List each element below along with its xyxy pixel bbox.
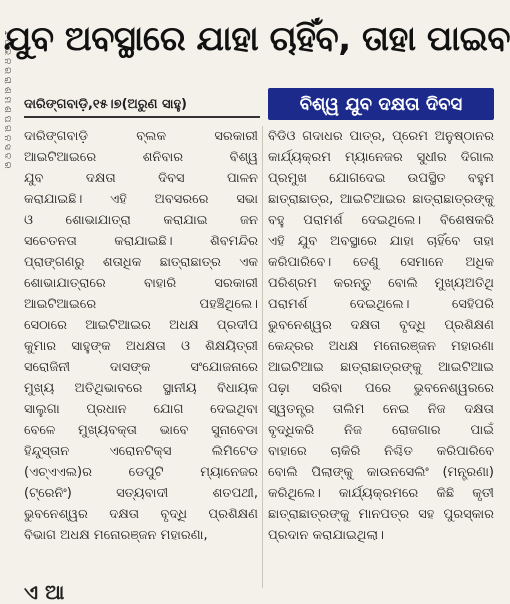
article-line: ପରିଶ୍ରମ କରନ୍ତୁ ବୋଲି ମୁଖ୍ୟଅତିଥି xyxy=(268,276,494,291)
article-column-right xyxy=(268,126,494,588)
article-column-left xyxy=(24,126,258,588)
article-line: କୁମାର ସାହୁଙ୍କ ଅଧକ୍ଷତା ଓ ଶିକ୍ଷୟିତ୍ରୀ xyxy=(24,339,258,354)
next-article-fragment xyxy=(24,580,494,604)
article-line: ଓ ଶୋଭାଯାତ୍ରା କରାଯାଇ ଜନ xyxy=(24,213,258,228)
article-line: କରିଥିଲେ। କାର୍ଯ୍ୟକ୍ରମରେ କିଛି କୃତୀ xyxy=(268,486,494,501)
adjacent-column-edge: 1 ପ ଭ ନ ର ରା ଶ ମ ଶ ପ ଗ ନ ସ ଦ ର xyxy=(2,30,12,169)
article-line: ବୃଦ୍ଧିକରି ନିଜ ରୋଜଗାର ପାଇଁ xyxy=(268,423,494,438)
section-badge: ବିଶ୍ୱ ଯୁବ ଦକ୍ଷତା ଦିବସ xyxy=(268,88,494,120)
article-line: ଦାରିଙ୍ଗବାଡ଼ି ବ୍ଲକ ସରକାରୀ xyxy=(24,129,258,144)
article-line: ଏହି ଯୁବ ଅବସ୍ଥାରେ ଯାହା ଚାହିଁବେ ତାହା xyxy=(268,234,494,249)
article-line: ଯୁବ ଦକ୍ଷତା ଦିବସ ପାଳନ xyxy=(24,171,258,186)
article-line: ବିଡିଓ ଗଦାଧର ପାତ୍ର, ପ୍ରେମ ଅନୁଷ୍ଠାନର xyxy=(268,129,494,144)
dateline: ଦାରିଙ୍ଗବାଡ଼ି,୧୫।୭(ଅରୁଣ ସାହୁ) xyxy=(24,94,260,118)
article-line: ପଢ଼ା ସରିବା ପରେ ଭୁବନେଶ୍ୱରରେ xyxy=(268,381,494,396)
article-line: ମୁଖ୍ୟ ଅତିଥିଭାବରେ ସ୍ଥାନୀୟ ବିଧାୟକ xyxy=(24,381,258,396)
headline: ଯୁବ ଅବସ୍ଥାରେ ଯାହା ଚାହିଁବ, ତାହା ପାଇବ xyxy=(3,19,510,59)
article-line: କେନ୍ଦ୍ରର ଅଧକ୍ଷ ମନୋରଞ୍ଜନ ମହାରଣା xyxy=(268,339,494,354)
article-line: ଶୋଭାଯାତ୍ରାରେ ବାହାରି ସରକାରୀ xyxy=(24,276,258,291)
article-line: ସେଠାରେ ଆଇଟିଆଇର ଅଧକ୍ଷ ପ୍ରଦୀପ xyxy=(24,318,258,333)
article-line: କରାଯାଇଛି। ଏହି ଅବସରରେ ସଭା xyxy=(24,192,258,207)
article-line: ପ୍ରମୁଖ ଯୋଗଦେଇ ଉପସ୍ଥିତ ବହୁମ xyxy=(268,171,494,186)
article-line: (ଏଚ୍ଏଏଲ)ର ଡେପୁଟି ମ୍ୟାନେଜର xyxy=(24,465,258,480)
article-line: କାର୍ଯ୍ୟକ୍ରମ ମ୍ୟାନେଜର ସୁଧୀର ଦିଗାଲ xyxy=(268,150,494,165)
article-line: ଆଇଟିଆଇରେ ପହଞ୍ଚିଥିଲେ। xyxy=(24,297,258,312)
article-line: (ଟ୍ରେନିଂ) ସତ୍ୟବାଦୀ ଶତପଥୀ, xyxy=(24,486,258,501)
article-line: ବୋଲି ପିଲାଙ୍କୁ କାଉନସେଲିଂ (ମନ୍ତ୍ରଣା) xyxy=(268,465,494,480)
article-line: ପରାମର୍ଶ ଦେଇଥିଲେ। ସେହିପରି xyxy=(268,297,494,312)
article-line: ପ୍ରଦାନ କରାଯାଇଥିଲା। xyxy=(268,528,384,543)
article-line: ଭୁବନେଶ୍ୱର ଦକ୍ଷତା ବୃଦ୍ଧି ପ୍ରଶିକ୍ଷଣ xyxy=(24,507,258,522)
article-line: ଛାତ୍ରାଛାତ୍ର, ଆଇଟିଆଇର ଛାତ୍ରାଛାତ୍ରଙ୍କୁ xyxy=(268,192,494,207)
next-article-text: ଏ ଆ xyxy=(24,580,65,604)
article-line: ସରୋଜିନୀ ଦାସଙ୍କ ସଂଯୋଜନାରେ xyxy=(24,360,258,375)
article-line: ଆଇଟିଆଇ ଛାତ୍ରାଛାତ୍ରଙ୍କୁ ଆଇଟିଆଇ xyxy=(268,360,494,375)
article-line: ବିଭାଗ ଅଧକ୍ଷ ମନୋରଞ୍ଜନ ମହାରଣା, xyxy=(24,528,208,543)
article-line: ଛାତ୍ରାଛାତ୍ରଙ୍କୁ ମାନପତ୍ର ସହ ପୁରସ୍କାର xyxy=(268,507,494,522)
article-line: ଆଇଟିଆଇରେ ଶନିବାର ବିଶ୍ୱ xyxy=(24,150,258,165)
article-line: ସ୍ୱତନ୍ତ୍ର ତାଲିମ ନେଇ ନିଜ ଦକ୍ଷତା xyxy=(268,402,494,417)
article-line: ସାଲୁଗା ପ୍ରଧାନ ଯୋଗ ଦେଇଥିବା xyxy=(24,402,258,417)
article-line: ଭୁବନେଶ୍ୱର ଦକ୍ଷତା ବୃଦ୍ଧି ପ୍ରଶିକ୍ଷଣ xyxy=(268,318,494,333)
article-line: ବେଳେ ମୁଖ୍ୟବକ୍ତା ଭାବେ ସୁନାବେଡା xyxy=(24,423,258,438)
article-line: କରିପାରିବେ। ତେଣୁ ସେମାନେ ଅଧିକ xyxy=(268,255,494,270)
article-line: ପ୍ରାଙ୍ଗଣରୁ ଶତାଧିକ ଛାତ୍ରାଛାତ୍ର ଏକ xyxy=(24,255,258,270)
article-line: ବାହାରେ ଚାକିରି ନିଶ୍ଚିତ କରିପାରିବେ xyxy=(268,444,494,459)
article-line: ସଚେତନତା କରାଯାଇଛି। ଶିବମନ୍ଦିର xyxy=(24,234,258,249)
article-line: ହିନ୍ଦୁସ୍ତାନ ଏରୋନଟିକ୍ସ ଲିମିଟେଡ xyxy=(24,444,258,459)
column-divider xyxy=(262,126,263,588)
article-line: ବହୁ ପରାମର୍ଶ ଦେଇଥିଲେ। ବିଶେଷକରି xyxy=(268,213,494,228)
